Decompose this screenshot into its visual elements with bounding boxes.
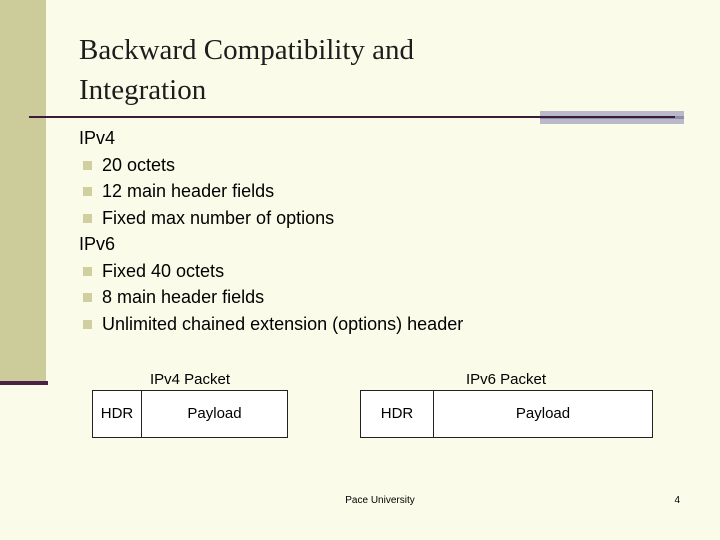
square-bullet-icon <box>83 267 92 276</box>
bullet-item <box>79 311 463 338</box>
bullet-text: 20 octets <box>102 154 176 175</box>
square-bullet-icon <box>83 293 92 302</box>
ipv6-hdr-cell: HDR <box>361 391 434 437</box>
square-bullet-icon <box>83 187 92 196</box>
ipv4-packet-label: IPv4 Packet <box>149 371 231 388</box>
ipv4-payload-cell: Payload <box>187 405 242 422</box>
bullet-item <box>79 258 463 285</box>
bullet-text: Unlimited chained extension (options) header <box>102 313 464 334</box>
slide-title <box>79 30 679 110</box>
slide-title-line-2: Integration <box>79 74 207 106</box>
square-bullet-icon <box>83 161 92 170</box>
slide-body <box>79 125 463 337</box>
bullet-item <box>79 178 463 205</box>
title-divider <box>29 116 675 118</box>
ipv4-packet-box <box>92 390 288 438</box>
bullet-item <box>79 152 463 179</box>
ipv4-hdr-cell: HDR <box>93 391 142 437</box>
ipv6-payload-cell: Payload <box>515 405 571 422</box>
left-band-rule <box>0 381 48 385</box>
bullet-text: Fixed max number of options <box>102 207 335 228</box>
bullet-text: 12 main header fields <box>102 181 275 201</box>
left-decorative-band <box>0 0 46 383</box>
ipv6-packet-box <box>360 390 653 438</box>
page-number: 4 <box>674 495 680 506</box>
bullet-item <box>79 205 463 232</box>
bullet-item <box>79 284 463 311</box>
square-bullet-icon <box>83 320 92 329</box>
section-heading-ipv6: IPv6 <box>79 234 116 254</box>
slide-title-line-1: Backward Compatibility and <box>79 34 415 66</box>
bullet-text: Fixed 40 octets <box>102 260 225 281</box>
ipv6-packet-label: IPv6 Packet <box>465 371 547 388</box>
footer-organization: Pace University <box>345 495 415 506</box>
square-bullet-icon <box>83 214 92 223</box>
bullet-text: 8 main header fields <box>102 287 265 307</box>
section-heading-ipv4: IPv4 <box>79 128 116 148</box>
